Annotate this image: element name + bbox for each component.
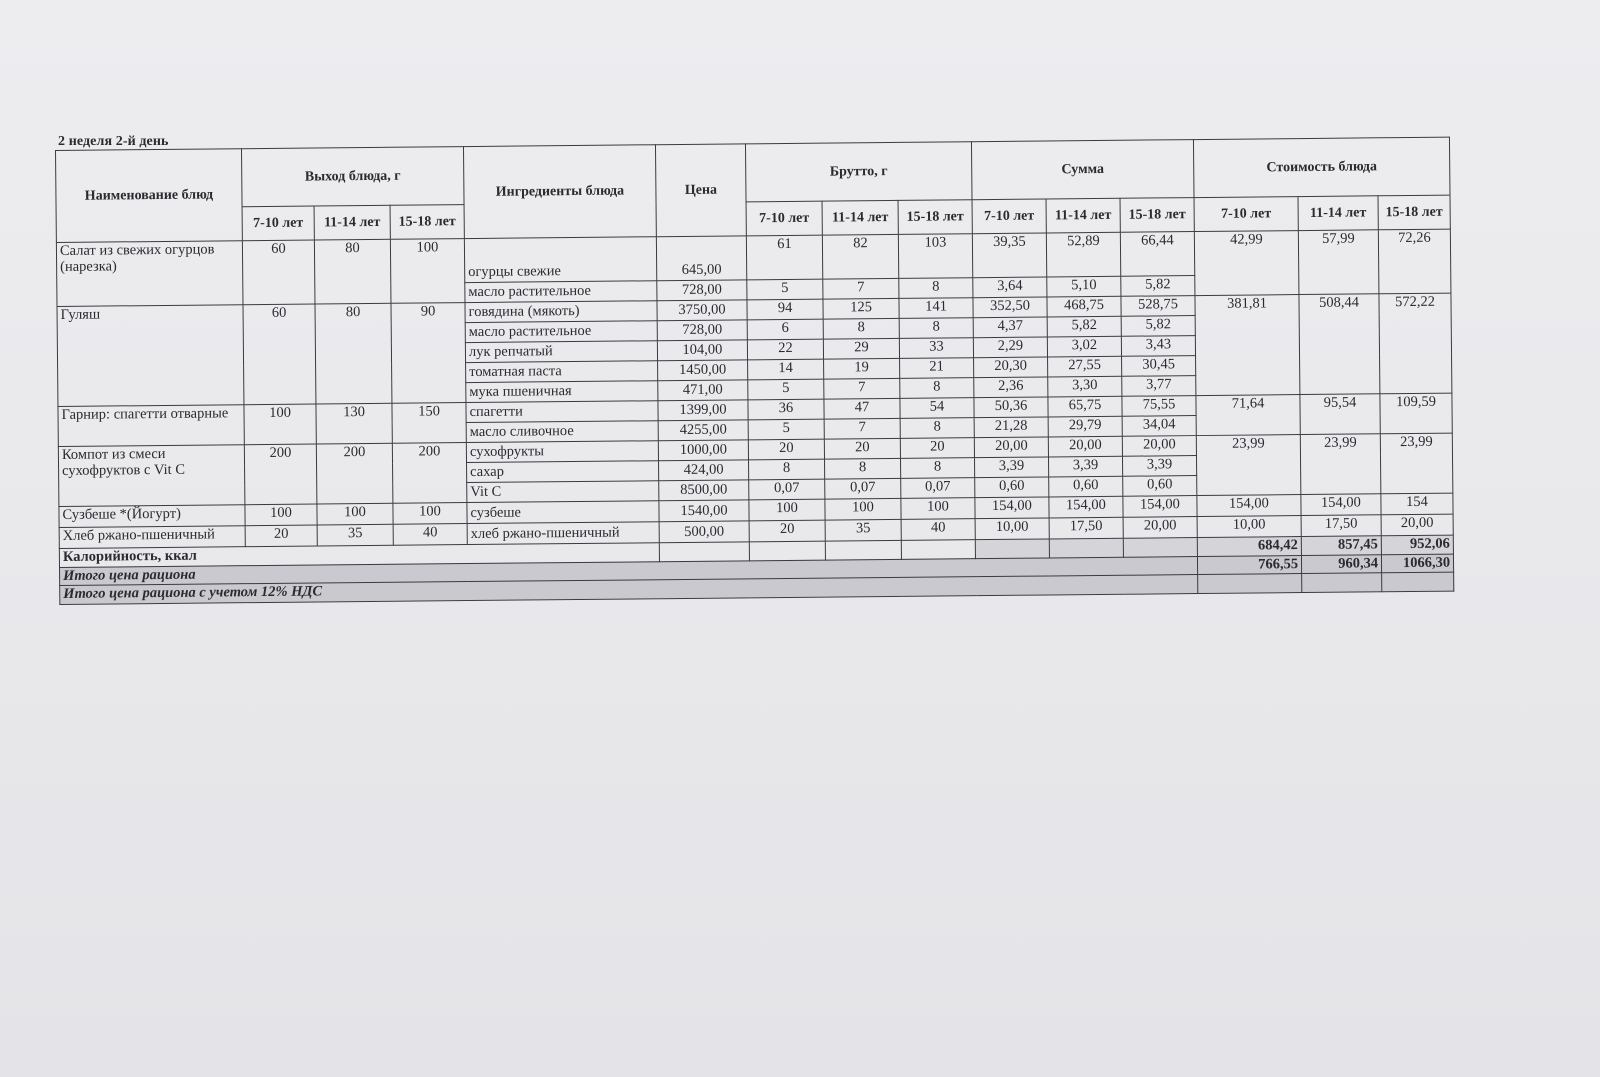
ingredient-gross: 61 — [746, 235, 822, 280]
dish-yield: 100 — [393, 503, 467, 525]
ingredient-name: лук репчатый — [465, 341, 657, 363]
ingredient-price: 1450,00 — [658, 360, 748, 381]
ingredient-sum: 3,02 — [1047, 336, 1121, 357]
dish-name: Сузбеше *(Йогурт) — [59, 505, 245, 528]
dish-yield: 40 — [393, 524, 467, 546]
total-label: Итого цена рациона — [60, 556, 1198, 586]
header-cost-age-7-10: 7-10 лет — [1194, 197, 1298, 232]
ingredient-gross: 8 — [825, 458, 901, 479]
ingredient-price: 3750,00 — [657, 300, 747, 321]
ingredient-gross: 40 — [901, 519, 975, 541]
header-sum-age-7-10: 7-10 лет — [972, 199, 1046, 234]
ingredient-gross: 8 — [899, 278, 973, 299]
header-gross-age-15-18: 15-18 лет — [898, 200, 972, 235]
ingredient-sum: 2,36 — [974, 377, 1048, 398]
calories-label: Калорийность, ккал — [59, 543, 659, 567]
ingredient-sum: 154,00 — [1049, 496, 1123, 518]
ingredient-gross: 7 — [823, 278, 899, 299]
total-age-11-14: 960,34 — [1301, 554, 1381, 573]
menu-cost-table — [55, 137, 1454, 605]
ingredient-name: говядина (мякоть) — [465, 301, 657, 323]
ingredient-sum: 154,00 — [975, 497, 1049, 519]
ingredient-gross: 8 — [749, 459, 825, 480]
ingredient-sum: 20,00 — [1048, 436, 1122, 457]
dish-cost: 57,99 — [1298, 230, 1379, 295]
ingredient-price: 728,00 — [657, 280, 747, 301]
ingredient-name: мука пшеничная — [466, 381, 658, 403]
dish-cost: 508,44 — [1299, 294, 1380, 395]
dish-yield: 80 — [315, 303, 392, 404]
dish-yield: 100 — [244, 404, 316, 445]
dish-cost: 154 — [1381, 493, 1453, 515]
ingredient-price: 1540,00 — [659, 500, 749, 522]
dish-cost: 154,00 — [1197, 495, 1301, 517]
ingredient-sum: 154,00 — [1123, 496, 1197, 518]
ingredient-sum: 39,35 — [972, 233, 1046, 278]
dish-cost: 154,00 — [1301, 494, 1381, 516]
dish-cost: 95,54 — [1300, 394, 1380, 435]
dish-yield: 100 — [390, 239, 465, 304]
page-title: 2 неделя 2-й день — [58, 134, 169, 149]
ingredient-gross: 19 — [824, 358, 900, 379]
ingredient-sum: 3,77 — [1122, 376, 1196, 397]
ingredient-sum: 30,45 — [1122, 356, 1196, 377]
dish-cost: 10,00 — [1197, 516, 1301, 538]
ingredient-gross: 36 — [748, 399, 824, 420]
header-sum-age-15-18: 15-18 лет — [1120, 198, 1194, 233]
dish-yield: 200 — [392, 443, 467, 504]
ingredient-sum: 20,30 — [974, 357, 1048, 378]
dish-yield: 200 — [316, 443, 393, 504]
dish-cost: 17,50 — [1301, 515, 1381, 537]
ingredient-gross: 20 — [748, 439, 824, 460]
ingredient-gross: 21 — [900, 358, 974, 379]
calories-age-7-10: 684,42 — [1197, 537, 1301, 557]
ingredient-gross: 20 — [749, 520, 825, 542]
ingredient-gross: 20 — [900, 438, 974, 459]
menu-table-body — [56, 229, 1453, 548]
ingredient-sum: 75,55 — [1122, 396, 1196, 417]
dish-name: Компот из смеси сухофруктов с Vit C — [58, 445, 245, 507]
ingredient-sum: 29,79 — [1048, 416, 1122, 437]
dish-cost: 572,22 — [1379, 293, 1452, 394]
ingredient-sum: 468,75 — [1047, 296, 1121, 317]
ingredient-price: 1000,00 — [658, 440, 748, 461]
ingredient-gross: 20 — [824, 438, 900, 459]
ingredient-sum: 5,10 — [1047, 276, 1121, 297]
ingredient-gross: 35 — [825, 519, 901, 541]
dish-yield: 35 — [317, 524, 393, 546]
ingredient-price: 645,00 — [656, 236, 746, 281]
dish-yield: 60 — [242, 240, 315, 305]
ingredient-price: 4255,00 — [658, 420, 748, 441]
ingredient-sum: 3,39 — [1048, 456, 1122, 477]
ingredient-name: сухофрукты — [466, 441, 658, 463]
ingredient-sum: 20,00 — [1123, 517, 1197, 539]
ingredient-gross: 5 — [748, 419, 824, 440]
ingredient-gross: 103 — [898, 234, 972, 279]
ingredient-gross: 82 — [822, 234, 898, 279]
dish-name: Хлеб ржано-пшеничный — [59, 526, 245, 549]
dish-yield: 20 — [245, 525, 317, 547]
ingredient-name: масло сливочное — [466, 421, 658, 443]
header-cost-age-11-14: 11-14 лет — [1298, 196, 1378, 231]
ingredient-gross: 100 — [749, 499, 825, 521]
ingredient-gross: 8 — [900, 458, 974, 479]
dish-cost: 72,26 — [1378, 229, 1451, 294]
ingredient-sum: 66,44 — [1120, 232, 1194, 277]
ingredient-sum: 52,89 — [1046, 232, 1120, 277]
ingredient-gross: 22 — [747, 339, 823, 360]
header-gross: Брутто, г — [745, 142, 972, 202]
ingredient-sum: 27,55 — [1048, 356, 1122, 377]
dish-cost: 42,99 — [1194, 231, 1299, 296]
header-price: Цена — [655, 144, 746, 237]
menu-table-wrapper — [55, 137, 1454, 605]
header-sum-age-11-14: 11-14 лет — [1046, 198, 1120, 233]
ingredient-sum: 3,64 — [973, 277, 1047, 298]
ingredient-sum: 65,75 — [1048, 396, 1122, 417]
ingredient-gross: 14 — [748, 359, 824, 380]
total-age-15-18: 1066,30 — [1381, 554, 1453, 573]
dish-yield: 100 — [317, 503, 393, 525]
ingredient-sum: 21,28 — [974, 417, 1048, 438]
ingredient-price: 728,00 — [657, 320, 747, 341]
ingredient-gross: 5 — [747, 279, 823, 300]
header-yield-age-15-18: 15-18 лет — [390, 205, 464, 240]
calories-age-11-14: 857,45 — [1301, 536, 1381, 555]
ingredient-sum: 3,30 — [1048, 376, 1122, 397]
ingredient-price: 104,00 — [657, 340, 747, 361]
ingredient-gross: 141 — [899, 298, 973, 319]
ingredient-sum: 34,04 — [1122, 416, 1196, 437]
dish-name: Гарнир: спагетти отварные — [58, 405, 244, 447]
ingredient-sum: 5,82 — [1121, 316, 1195, 337]
ingredient-name: сахар — [467, 461, 659, 483]
ingredient-price: 424,00 — [659, 460, 749, 481]
ingredient-gross: 0,07 — [749, 479, 825, 500]
total-vat-label: Итого цена рациона с учетом 12% НДС — [60, 575, 1198, 605]
header-gross-age-7-10: 7-10 лет — [746, 201, 822, 236]
header-dish-name: Наименование блюд — [56, 149, 243, 243]
dish-cost: 71,64 — [1196, 395, 1300, 436]
header-dish-cost: Стоимость блюда — [1193, 137, 1450, 197]
ingredient-sum: 17,50 — [1049, 517, 1123, 539]
dish-yield: 150 — [392, 403, 466, 444]
ingredient-price: 8500,00 — [659, 480, 749, 501]
ingredient-gross: 5 — [748, 379, 824, 400]
ingredient-sum: 0,60 — [1123, 476, 1197, 497]
ingredient-name: огурцы свежие — [464, 237, 656, 283]
dish-yield: 130 — [316, 403, 392, 444]
dish-yield: 200 — [244, 444, 317, 505]
header-gross-age-11-14: 11-14 лет — [822, 200, 898, 235]
dish-yield: 60 — [243, 304, 316, 405]
ingredient-gross: 8 — [900, 378, 974, 399]
ingredient-sum: 3,39 — [1122, 456, 1196, 477]
dish-yield: 100 — [245, 504, 317, 526]
ingredient-gross: 8 — [823, 318, 899, 339]
ingredient-gross: 100 — [901, 498, 975, 520]
dish-cost: 381,81 — [1195, 295, 1300, 396]
ingredient-gross: 0,07 — [825, 478, 901, 499]
ingredient-gross: 54 — [900, 398, 974, 419]
ingredient-name: сузбеше — [467, 501, 659, 524]
ingredient-name: масло растительное — [465, 321, 657, 343]
ingredient-sum: 50,36 — [974, 397, 1048, 418]
ingredient-gross: 0,07 — [901, 478, 975, 499]
ingredient-sum: 2,29 — [973, 337, 1047, 358]
dish-cost: 109,59 — [1380, 393, 1452, 434]
ingredient-gross: 94 — [747, 299, 823, 320]
ingredient-price: 500,00 — [659, 521, 749, 543]
ingredient-name: томатная паста — [466, 361, 658, 383]
ingredient-name: хлеб ржано-пшеничный — [467, 522, 659, 545]
header-yield-age-11-14: 11-14 лет — [314, 205, 390, 240]
ingredient-gross: 8 — [900, 418, 974, 439]
dish-name: Гуляш — [57, 305, 244, 407]
ingredient-sum: 528,75 — [1121, 296, 1195, 317]
total-age-7-10: 766,55 — [1197, 555, 1301, 575]
ingredient-gross: 6 — [747, 319, 823, 340]
ingredient-sum: 10,00 — [975, 518, 1049, 540]
ingredient-name: масло растительное — [465, 281, 657, 303]
ingredient-sum: 352,50 — [973, 297, 1047, 318]
ingredient-gross: 33 — [899, 338, 973, 359]
ingredient-sum: 20,00 — [1122, 436, 1196, 457]
ingredient-sum: 3,43 — [1121, 336, 1195, 357]
ingredient-price: 1399,00 — [658, 400, 748, 421]
ingredient-sum: 5,82 — [1047, 316, 1121, 337]
ingredient-sum: 5,82 — [1121, 276, 1195, 297]
ingredient-sum: 0,60 — [1049, 476, 1123, 497]
header-ingredients: Ингредиенты блюда — [463, 145, 656, 239]
ingredient-gross: 7 — [824, 418, 900, 439]
header-cost-age-15-18: 15-18 лет — [1378, 195, 1450, 230]
dish-yield: 80 — [314, 239, 391, 304]
ingredient-gross: 47 — [824, 398, 900, 419]
ingredient-gross: 29 — [823, 338, 899, 359]
header-sum: Сумма — [971, 140, 1194, 200]
ingredient-name: Vit C — [467, 481, 659, 503]
dish-cost: 20,00 — [1381, 514, 1453, 536]
ingredient-gross: 8 — [899, 318, 973, 339]
ingredient-sum: 20,00 — [974, 437, 1048, 458]
ingredient-sum: 0,60 — [975, 477, 1049, 498]
dish-cost: 23,99 — [1380, 433, 1453, 494]
ingredient-price: 471,00 — [658, 380, 748, 401]
ingredient-sum: 4,37 — [973, 317, 1047, 338]
ingredient-sum: 3,39 — [974, 457, 1048, 478]
ingredient-gross: 125 — [823, 298, 899, 319]
dish-cost: 23,99 — [1196, 435, 1301, 496]
dish-name: Салат из свежих огурцов (нарезка) — [56, 241, 243, 307]
header-yield-age-7-10: 7-10 лет — [242, 206, 314, 241]
calories-age-15-18: 952,06 — [1381, 535, 1453, 554]
ingredient-gross: 7 — [824, 378, 900, 399]
header-yield: Выход блюда, г — [241, 147, 464, 207]
dish-cost: 23,99 — [1300, 434, 1381, 495]
ingredient-gross: 100 — [825, 498, 901, 520]
ingredient-name: спагетти — [466, 401, 658, 423]
dish-yield: 90 — [391, 303, 466, 404]
